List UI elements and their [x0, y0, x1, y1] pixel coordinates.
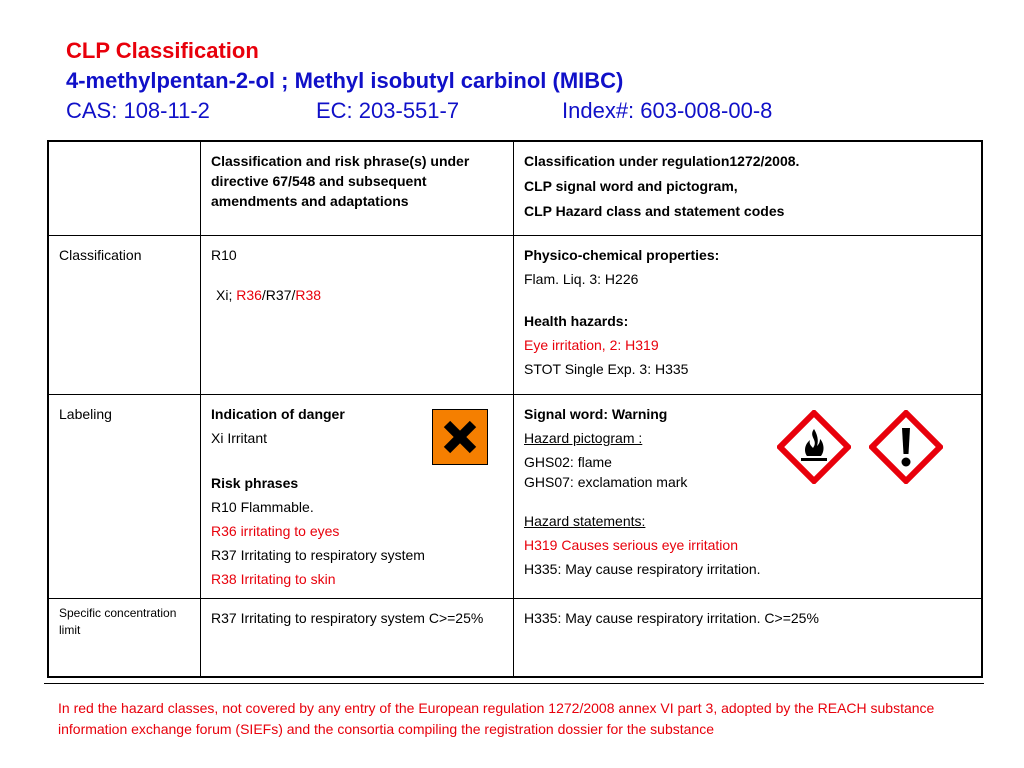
title-identifiers	[66, 96, 772, 126]
classification-xi-line	[211, 285, 503, 305]
table-header-row	[49, 142, 981, 236]
header-col2: Classification and risk phrase(s) under directive 67/548 and subsequent amendments and adaptations	[201, 142, 514, 235]
physico-title: Physico-chemical properties:	[524, 247, 720, 263]
header-col3-line1: Classification under regulation1272/2008.	[524, 153, 800, 169]
xi-irritant: Xi Irritant	[211, 430, 268, 446]
header-col3	[514, 142, 981, 235]
ghs07-label: GHS07: exclamation mark	[524, 474, 688, 490]
footer-note: In red the hazard classes, not covered by any entry of the European regulation 1272/2008 annex VI part 3, adopted by the REACH substance information exchange forum (SIEFs) and the consortia compiling the registration dossier for the substance	[58, 700, 935, 737]
flame-icon	[777, 410, 851, 484]
table-row-specific-limit	[49, 599, 981, 676]
risk-r10: R10 Flammable.	[211, 499, 314, 515]
pictogram-title: Hazard pictogram :	[524, 430, 643, 446]
classification-r38: R38	[295, 287, 322, 303]
row-label-classification: Classification	[49, 236, 201, 394]
statement-h319: H319 Causes serious eye irritation	[524, 537, 738, 553]
classification-r10: R10	[211, 247, 237, 263]
indication-title: Indication of danger	[211, 406, 345, 422]
xi-prefix: Xi;	[216, 287, 237, 303]
classification-table	[47, 140, 983, 678]
cas-number: CAS: 108-11-2	[66, 98, 210, 123]
classification-clp	[514, 236, 981, 394]
health-title: Health hazards:	[524, 313, 629, 329]
ec-number: EC: 203-551-7	[316, 98, 460, 123]
index-number: Index#: 603-008-00-8	[562, 98, 773, 123]
statements-title: Hazard statements:	[524, 513, 646, 529]
statement-h335: H335: May cause respiratory irritation.	[524, 561, 761, 577]
specific-col3: H335: May cause respiratory irritation. C>=25%	[524, 610, 819, 626]
exclamation-icon	[869, 410, 943, 484]
flam-liq: Flam. Liq. 3: H226	[524, 271, 639, 287]
risk-r36: R36 irritating to eyes	[211, 523, 340, 539]
page-title	[66, 36, 772, 126]
header-col3-line3: CLP Hazard class and statement codes	[524, 203, 785, 219]
title-line-1: CLP Classification	[66, 38, 259, 63]
ghs02-label: GHS02: flame	[524, 454, 612, 470]
risk-r38: R38 Irritating to skin	[211, 571, 336, 587]
risk-title: Risk phrases	[211, 475, 299, 491]
header-col3-line2: CLP signal word and pictogram,	[524, 178, 738, 194]
signal-word: Signal word: Warning	[524, 406, 668, 422]
row-label-specific: Specific concentration limit	[49, 599, 201, 676]
classification-r36: R36	[236, 287, 262, 303]
row-label-labeling: Labeling	[49, 395, 201, 598]
stot-single: STOT Single Exp. 3: H335	[524, 361, 689, 377]
header-cell-empty	[49, 142, 201, 235]
classification-risk-phrases	[201, 236, 514, 394]
classification-r37: /R37/	[261, 287, 296, 303]
specific-col2: R37 Irritating to respiratory system C>=25%	[201, 599, 514, 676]
title-line-2: 4-methylpentan-2-ol ; Methyl isobutyl carbinol (MIBC)	[66, 68, 624, 93]
risk-r37: R37 Irritating to respiratory system	[211, 547, 425, 563]
eye-irritation: Eye irritation, 2: H319	[524, 337, 659, 353]
footer-divider	[44, 683, 984, 684]
table-row-classification	[49, 236, 981, 395]
xi-cross-icon	[432, 409, 488, 465]
